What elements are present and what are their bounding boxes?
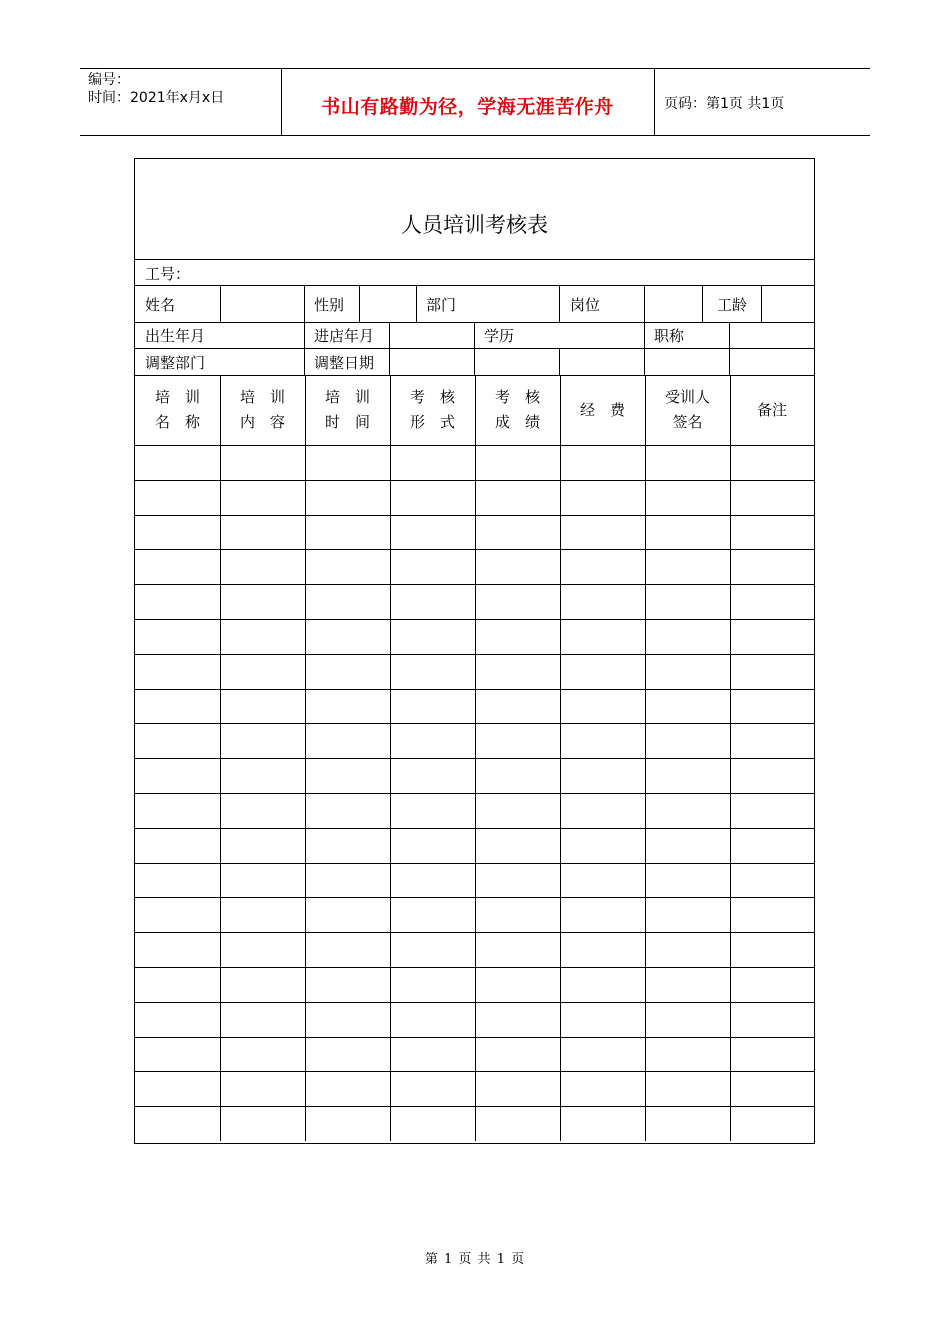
column-header-line: 培 训 [324, 388, 370, 406]
column-header [305, 375, 390, 445]
cell-divider [474, 322, 475, 348]
cell-divider [702, 285, 703, 322]
cell-divider [474, 348, 475, 375]
header-top-rule [80, 68, 870, 69]
row-rule [135, 285, 814, 286]
column-header [475, 375, 560, 445]
column-header-line: 受训人 [664, 388, 710, 406]
cell-divider [220, 285, 221, 322]
table-row [135, 515, 814, 516]
cell-divider [304, 285, 305, 322]
cell-divider [416, 285, 417, 322]
table-row [135, 758, 814, 759]
cell-divider [644, 285, 645, 322]
training-assessment-form [134, 158, 815, 1144]
table-row [135, 584, 814, 585]
join-date-label: 进店年月 [314, 327, 375, 345]
table-row [135, 793, 814, 794]
table-row [135, 723, 814, 724]
form-title: 人员培训考核表 [401, 213, 548, 237]
cell-divider [729, 322, 730, 348]
table-row [135, 1106, 814, 1107]
cell-divider [644, 322, 645, 348]
table-row [135, 828, 814, 829]
row-rule [135, 259, 814, 260]
column-header-line: 时 间 [324, 413, 370, 431]
column-header-line: 成 绩 [494, 413, 540, 431]
table-row [135, 897, 814, 898]
column-header [390, 375, 475, 445]
column-header-line: 备注 [756, 400, 787, 419]
table-row [135, 863, 814, 864]
column-header [135, 375, 220, 445]
table-row [135, 1037, 814, 1038]
education-label: 学历 [484, 327, 515, 345]
job-title-label: 职称 [654, 327, 685, 345]
name-label: 姓名 [145, 296, 176, 314]
column-header [220, 375, 305, 445]
table-row [135, 445, 814, 446]
column-header-line: 签名 [672, 413, 703, 431]
table-row [135, 619, 814, 620]
cell-divider [389, 322, 390, 348]
column-header-line: 培 训 [154, 388, 200, 406]
column-header-line: 考 核 [494, 388, 540, 406]
table-row [135, 689, 814, 690]
table-row [135, 967, 814, 968]
column-header-line: 培 训 [239, 388, 285, 406]
birth-label: 出生年月 [145, 327, 206, 345]
adjust-date-label: 调整日期 [314, 354, 375, 372]
table-row [135, 1071, 814, 1072]
position-label: 岗位 [570, 296, 601, 314]
header-page-info: 页码：第1页 共1页 [664, 96, 785, 112]
gender-label: 性别 [314, 296, 345, 314]
cell-divider [729, 348, 730, 375]
column-header-line: 考 核 [409, 388, 455, 406]
cell-divider [644, 348, 645, 375]
adjust-dept-label: 调整部门 [145, 354, 206, 372]
column-header [645, 375, 730, 445]
header-meta [88, 71, 224, 107]
page-footer: 第 1 页 共 1 页 [424, 1252, 526, 1267]
document-number: 编号： [88, 72, 130, 88]
seniority-label: 工龄 [717, 296, 748, 314]
table-row [135, 480, 814, 481]
column-header [730, 375, 814, 445]
cell-divider [359, 285, 360, 322]
table-row [135, 549, 814, 550]
department-label: 部门 [426, 296, 457, 314]
column-header-line: 名 称 [154, 413, 200, 431]
header-bottom-rule [80, 135, 870, 136]
cell-divider [389, 348, 390, 375]
cell-divider [761, 285, 762, 322]
cell-divider [559, 348, 560, 375]
table-row [135, 654, 814, 655]
cell-divider [304, 348, 305, 375]
header-divider [654, 68, 655, 136]
column-header [560, 375, 645, 445]
column-header-line: 内 容 [239, 413, 285, 431]
table-row [135, 1002, 814, 1003]
table-row [135, 932, 814, 933]
cell-divider [559, 285, 560, 322]
column-header-line: 经 费 [579, 400, 625, 419]
employee-id-label: 工号： [145, 265, 191, 283]
cell-divider [304, 322, 305, 348]
document-date: 时间：2021年x月x日 [88, 90, 225, 106]
header-motto: 书山有路勤为径，学海无涯苦作舟 [321, 96, 614, 118]
column-header-line: 形 式 [409, 413, 455, 431]
